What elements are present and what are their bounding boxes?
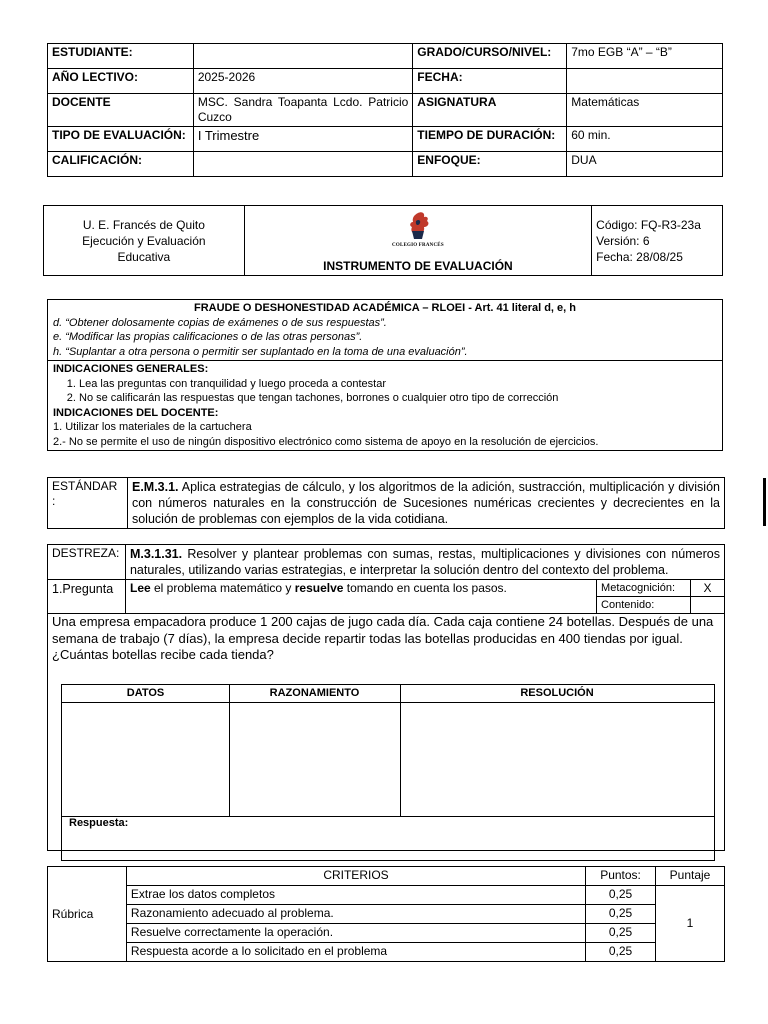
- docente-item-1: 1. Utilizar los materiales de la cartuchera: [53, 421, 252, 433]
- destreza-description: Resolver y plantear problemas con sumas, restas, multiplicaciones y divisiones con números naturales, utilizando varias estrategias, e interpretar la solución dentro del contexto del problema.: [129, 547, 720, 577]
- docente-item-2: 2.- No se permite el uso de ningún dispositivo electrónico como sistema de apoyo en la resolución de ejercicios.: [53, 435, 599, 448]
- destreza-text: [125, 545, 724, 580]
- respuesta-label: Respuesta:: [69, 817, 129, 829]
- meta-label: Metacognición:: [597, 580, 691, 597]
- institution-name: [44, 206, 245, 276]
- docente-indicaciones-title: INDICACIONES DEL DOCENTE:: [53, 406, 219, 419]
- fraude-section: [48, 300, 723, 361]
- institution-line1: U. E. Francés de Quito: [82, 217, 205, 232]
- razonamiento-header: RAZONAMIENTO: [229, 685, 400, 703]
- estandar-text: [127, 478, 724, 529]
- grado-value: 7mo EGB “A” – “B”: [567, 44, 723, 69]
- document-meta: [592, 206, 723, 276]
- logo-cell: [244, 206, 591, 276]
- margin-mark: [763, 478, 766, 526]
- docente-label: DOCENTE: [48, 94, 194, 127]
- asignatura-label: ASIGNATURA: [413, 94, 567, 127]
- estandar-label: ESTÁNDAR :: [48, 478, 128, 529]
- estudiante-label: ESTUDIANTE:: [48, 44, 194, 69]
- fecha-field[interactable]: [567, 69, 723, 94]
- pregunta-label: 1.Pregunta: [48, 580, 126, 614]
- estandar-description: Aplica estrategias de cálculo, y los algoritmos de la adición, sustracción, multiplicación y división con números naturales en la construcción de Sucesiones numéricas crecientes y decrecientes en la solución de problemas con ejemplos de la vida cotidiana.: [131, 480, 720, 526]
- calificacion-field[interactable]: [193, 152, 412, 177]
- anio-label: AÑO LECTIVO:: [48, 69, 194, 94]
- institution-line2: Ejecución y Evaluación: [82, 233, 206, 248]
- docente-value: MSC. Sandra Toapanta Lcdo. Patricio Cuzco: [193, 94, 412, 127]
- criterios-header: CRITERIOS: [126, 867, 585, 886]
- destreza-code: M.3.1.31.: [129, 547, 183, 561]
- estandar-code: E.M.3.1.: [131, 480, 179, 494]
- puntos-4: 0,25: [586, 943, 656, 962]
- pregunta-resuelve: resuelve: [294, 581, 344, 595]
- rubrica-table: [47, 866, 725, 962]
- tiempo-value: 60 min.: [567, 127, 723, 152]
- contenido-label: Contenido:: [597, 597, 691, 614]
- asignatura-value: Matemáticas: [567, 94, 723, 127]
- grado-label: GRADO/CURSO/NIVEL:: [413, 44, 567, 69]
- enfoque-label: ENFOQUE:: [413, 152, 567, 177]
- puntos-2: 0,25: [586, 905, 656, 924]
- generales-title: INDICACIONES GENERALES:: [53, 363, 209, 375]
- meta-value: X: [691, 580, 725, 597]
- razonamiento-area[interactable]: [230, 703, 399, 816]
- logo-text: COLEGIO FRANCÉS: [392, 243, 444, 248]
- anio-value: 2025-2026: [193, 69, 412, 94]
- pregunta-instruction: [125, 580, 596, 614]
- estudiante-field[interactable]: [193, 44, 412, 69]
- datos-header: DATOS: [62, 685, 229, 703]
- institution-header: [43, 205, 723, 276]
- instrument-title: INSTRUMENTO DE EVALUACIÓN: [323, 259, 513, 273]
- resolucion-header: RESOLUCIÓN: [400, 685, 714, 703]
- institution-line3: Educativa: [117, 249, 171, 264]
- indicaciones-section: [48, 361, 723, 451]
- datos-area[interactable]: [62, 703, 228, 816]
- tiempo-label: TIEMPO DE DURACIÓN:: [413, 127, 567, 152]
- resolucion-area[interactable]: [401, 703, 714, 816]
- calificacion-label: CALIFICACIÓN:: [48, 152, 194, 177]
- fraude-item-h: h. “Suplantar a otra persona o permitir ser suplantado en la toma de una evaluación”.: [53, 345, 468, 358]
- tipo-value: I Trimestre: [193, 127, 412, 152]
- instructions-table: [47, 299, 723, 451]
- respuesta-divider: [62, 816, 714, 817]
- fraude-item-e: e. “Modificar las propias calificaciones o de las otras personas”.: [53, 331, 363, 343]
- puntos-1: 0,25: [586, 886, 656, 905]
- version: Versión: 6: [596, 233, 650, 248]
- generales-item-1: 1. Lea las preguntas con tranquilidad y luego proceda a contestar: [79, 377, 717, 392]
- generales-list: [53, 377, 717, 406]
- criterio-4: Respuesta acorde a lo solicitado en el problema: [126, 943, 585, 962]
- rooster-logo-icon: [398, 209, 438, 243]
- destreza-label: DESTREZA:: [48, 545, 126, 580]
- fraude-title: FRAUDE O DESHONESTIDAD ACADÉMICA – RLOEI - Art. 41 literal d, e, h: [194, 302, 576, 314]
- criterio-1: Extrae los datos completos: [126, 886, 585, 905]
- pregunta-lee: Lee: [129, 581, 151, 595]
- criterio-3: Resuelve correctamente la operación.: [126, 924, 585, 943]
- contenido-value[interactable]: [691, 597, 725, 614]
- rubrica-label: Rúbrica: [48, 867, 127, 962]
- estandar-table: [47, 477, 725, 529]
- criterio-2: Razonamiento adecuado al problema.: [126, 905, 585, 924]
- tipo-label: TIPO DE EVALUACIÓN:: [48, 127, 194, 152]
- enfoque-value: DUA: [567, 152, 723, 177]
- respuesta-area[interactable]: [62, 832, 714, 860]
- puntaje-header: Puntaje: [656, 867, 725, 886]
- pregunta-end: tomando en cuenta los pasos.: [343, 581, 507, 595]
- student-info-table: [47, 43, 723, 177]
- codigo: Código: FQ-R3-23a: [596, 217, 701, 232]
- fecha-label: FECHA:: [413, 69, 567, 94]
- puntaje-value: 1: [656, 886, 725, 962]
- workspace-grid: [61, 684, 715, 861]
- fraude-item-d: d. “Obtener dolosamente copias de exámenes o de sus respuestas”.: [53, 316, 387, 329]
- puntos-3: 0,25: [586, 924, 656, 943]
- problem-text: Una empresa empacadora produce 1 200 cajas de jugo cada día. Cada caja contiene 24 botellas. Después de una semana de trabajo (7 días), la empresa decide repartir todas las botellas producidas en 400 tiendas por igual. ¿Cuántas botellas recibe cada tienda?: [52, 614, 714, 662]
- puntos-header: Puntos:: [586, 867, 656, 886]
- pregunta-mid: el problema matemático y: [150, 581, 295, 595]
- doc-fecha: Fecha: 28/08/25: [596, 249, 683, 264]
- generales-item-2: 2. No se calificarán las respuestas que tengan tachones, borrones o cualquier otro tipo de corrección: [79, 391, 717, 406]
